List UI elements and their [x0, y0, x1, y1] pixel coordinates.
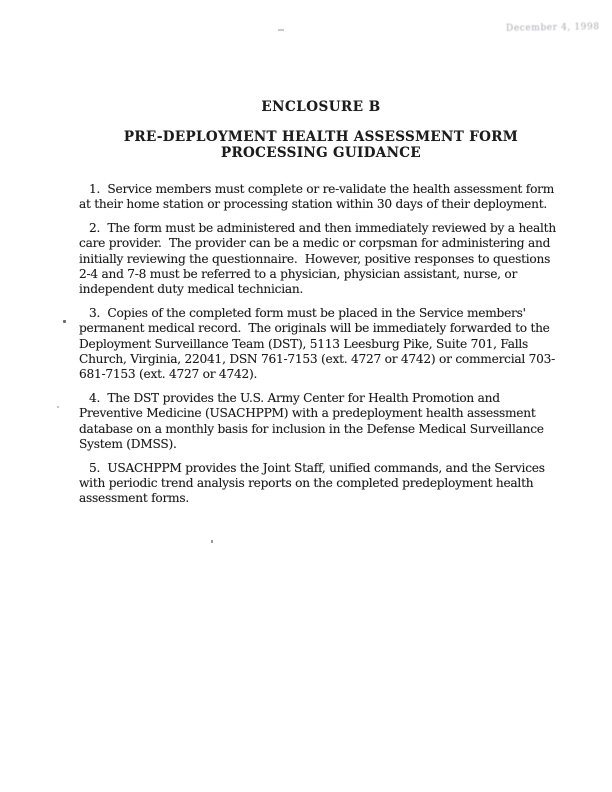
document-content — [79, 99, 563, 515]
enclosure-label: ENCLOSURE B — [261, 99, 381, 115]
date-stamp: December 4, 1998 — [505, 22, 600, 34]
paragraph-2: 2. The form must be administered and then immediately reviewed by a health care provider. The provider can be a medic or corpsman for administering and initially reviewing the questionnaire. However, positive responses to questions 2-4 and 7-8 must be referred to a physician, physician assistant, nurse, or independent duty medical technician. — [79, 220, 560, 297]
scan-artifact-margin-dot — [63, 320, 66, 323]
document-title — [79, 129, 563, 161]
document-title-line2: PROCESSING GUIDANCE — [220, 145, 422, 161]
paragraph-1: 1. Service members must complete or re-validate the health assessment form at their home station or processing station within 30 days of their deployment. — [79, 182, 558, 212]
scan-artifact-margin-dot-faint — [57, 406, 59, 408]
paragraph-5: 5. USACHPPM provides the Joint Staff, unified commands, and the Services with periodic trend analysis reports on the completed predeployment health assessment forms. — [79, 460, 549, 506]
paragraph-4: 4. The DST provides the U.S. Army Center for Health Promotion and Preventive Medicine (USACHPPM) with a predeployment health assessment database on a monthly basis for inclusion in the Defense Medical Surveillance System (DMSS). — [79, 390, 548, 452]
document-title-line1: PRE-DEPLOYMENT HEALTH ASSESSMENT FORM — [123, 129, 519, 145]
scan-artifact-dash — [278, 29, 284, 31]
scan-artifact-speck — [211, 540, 213, 543]
paragraph-3: 3. Copies of the completed form must be placed in the Service members' permanent medical record. The originals will be immediately forwarded to the Deployment Surveillance Team (DST), 5113 Leesburg Pike, Suite 701, Falls Church, Virginia, 22041, DSN 761-7153 (ext. 4727 or 4742) or commercial 703-681-7153 (ext. 4727 or 4742). — [79, 305, 556, 382]
